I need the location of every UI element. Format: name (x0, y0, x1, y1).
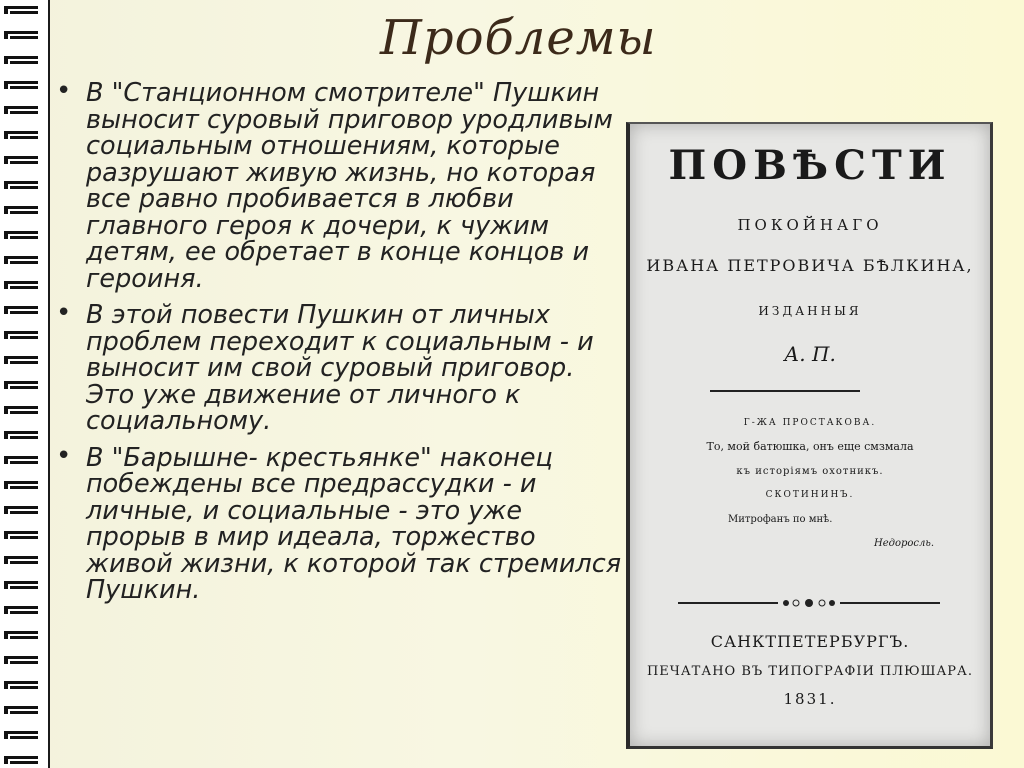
slide-title: Проблемы (380, 10, 657, 66)
binding-ring (4, 56, 38, 64)
binding-ring (4, 406, 38, 414)
binding-ring (4, 431, 38, 439)
binding-ring (4, 156, 38, 164)
bullet-text: В этой повести Пушкин от личных проблем переходит к социальным - и выносит им свой суровый приговор. Это уже движение от личного к социальному. (86, 300, 594, 436)
binding-ring (4, 581, 38, 589)
binding-ring (4, 381, 38, 389)
binding-ring (4, 331, 38, 339)
binding-ring (4, 681, 38, 689)
binding-ring (4, 656, 38, 664)
binding-ring (4, 106, 38, 114)
binding-ring (4, 756, 38, 764)
bullet-item (56, 440, 626, 605)
binding-ring (4, 181, 38, 189)
binding-ring (4, 281, 38, 289)
bullet-text: В "Станционном смотрителе" Пушкин выносит суровый приговор уродливым социальным отношениям, которые разрушают живую жизнь, но которая все равно пробивается в любви главного героя к дочери, к чужим детям, ее обретает в конце концов и героиня. (86, 78, 613, 294)
binding-ring (4, 256, 38, 264)
binding-ring (4, 81, 38, 89)
book-line: ПОКОЙНАГО (737, 216, 883, 234)
binding-ring (4, 481, 38, 489)
bullet-icon: • (56, 76, 72, 106)
bullet-text: В "Барышне- крестьянке" наконец побеждены все предрассудки - и личные, и социальные - это уже прорыв в мир идеала, торжество живой жизни, к которой так стремился Пушкин. (86, 442, 622, 605)
bullet-list (56, 76, 626, 614)
binding-ring (4, 731, 38, 739)
binding-ring (4, 531, 38, 539)
bullet-icon: • (56, 298, 72, 328)
book-author-line: ИВАНА ПЕТРОВИЧА БѢЛКИНА, (646, 256, 974, 275)
binding-ring (4, 456, 38, 464)
ornament-divider (678, 598, 940, 608)
bullet-item (56, 298, 626, 436)
bullet-item (56, 76, 626, 294)
epigraph-speaker: СКОТИНИНЪ. (765, 490, 855, 500)
binding-ring (4, 31, 38, 39)
book-year: 1831. (783, 690, 837, 708)
epigraph-source: Недоросль. (874, 538, 935, 549)
epigraph-line: къ исторіямъ охотникъ. (736, 466, 884, 477)
epigraph-line: Митрофанъ по мнѣ. (728, 514, 833, 525)
binding-ring (4, 131, 38, 139)
book-place: САНКТПЕТЕРБУРГЪ. (710, 632, 910, 651)
binding-ring (4, 231, 38, 239)
divider (710, 390, 860, 392)
binding-ring (4, 206, 38, 214)
bullet-icon: • (56, 440, 72, 471)
binding-ring (4, 6, 38, 14)
binding-ring (4, 706, 38, 714)
book-title-page-image (626, 122, 993, 749)
binding-ring (4, 356, 38, 364)
binding-ring (4, 556, 38, 564)
book-title: ПОВѢСТИ (668, 142, 952, 189)
epigraph-speaker: Г-ЖА ПРОСТАКОВА. (743, 418, 877, 428)
book-publisher-initials: А. П. (784, 342, 836, 366)
notebook-binding (0, 0, 50, 768)
binding-ring (4, 606, 38, 614)
epigraph-line: То, мой батюшка, онъ еще смзмала (706, 440, 914, 453)
book-printer: ПЕЧАТАНО ВЪ ТИПОГРАФІИ ПЛЮШАРА. (646, 664, 974, 679)
book-line: ИЗДАННЫЯ (758, 304, 862, 318)
binding-ring (4, 506, 38, 514)
binding-ring (4, 306, 38, 314)
binding-ring (4, 631, 38, 639)
